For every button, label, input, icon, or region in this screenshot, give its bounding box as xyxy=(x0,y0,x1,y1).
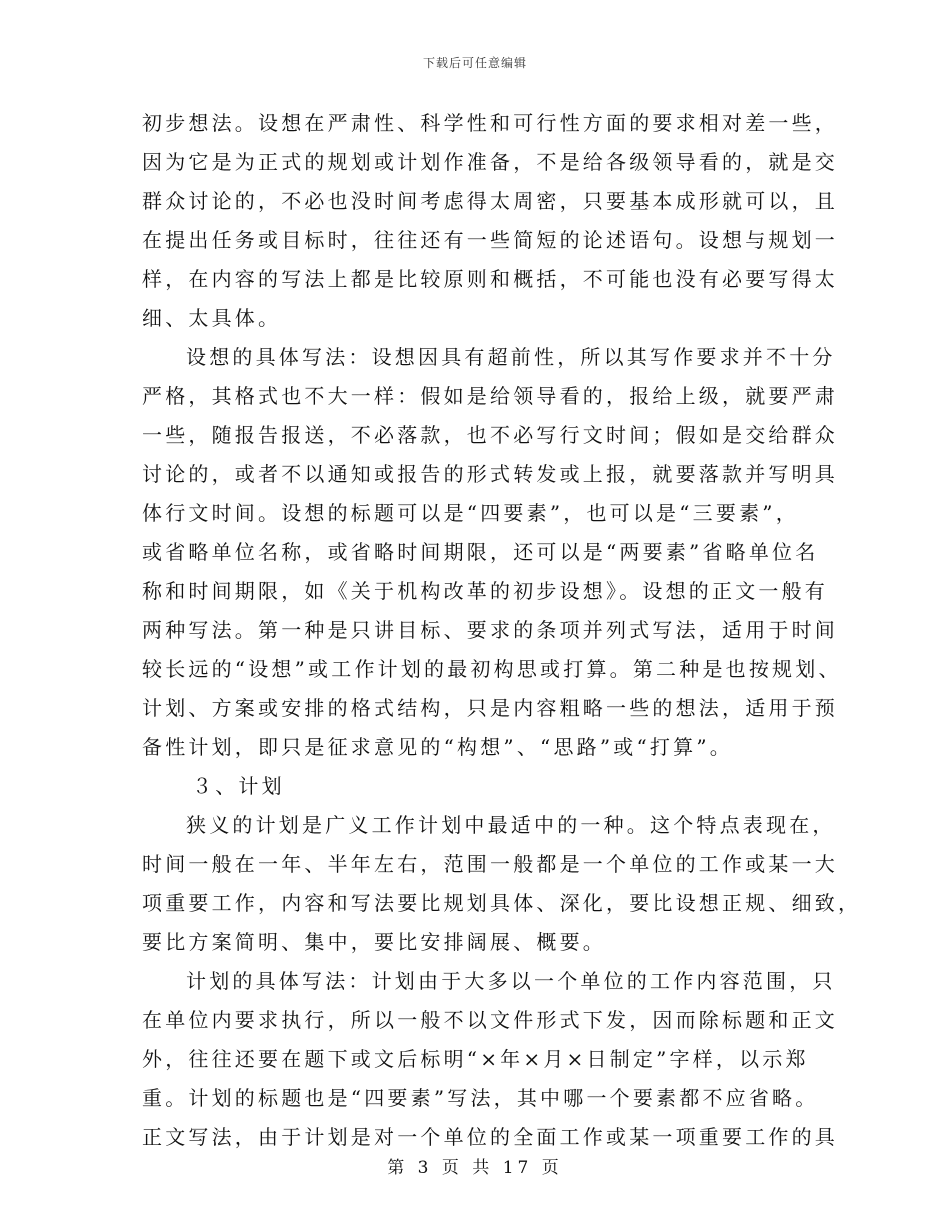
body-line: 体行文时间。设想的标题可以是“四要素”，也可以是“三要素”， xyxy=(142,501,799,525)
body-line: 在提出任务或目标时，往往还有一些简短的论述语句。设想与规划一 xyxy=(142,228,838,252)
body-line: 群众讨论的，不必也没时间考虑得太周密，只要基本成形就可以，且 xyxy=(142,189,838,213)
body-line: 项重要工作，内容和写法要比规划具体、深化，要比设想正规、细致， xyxy=(142,891,862,915)
body-line: 正文写法，由于计划是对一个单位的全面工作或某一项重要工作的具 xyxy=(142,1125,838,1149)
body-line: 计划、方案或安排的格式结构，只是内容粗略一些的想法，适用于预 xyxy=(142,696,838,720)
body-line: 讨论的，或者不以通知或报告的形式转发或上报，就要落款并写明具 xyxy=(142,462,838,486)
body-line: 细、太具体。 xyxy=(142,306,282,330)
body-line: 称和时间期限，如《关于机构改革的初步设想》。设想的正文一般有 xyxy=(142,579,828,603)
body-line: 样，在内容的写法上都是比较原则和概括，不可能也没有必要写得太 xyxy=(142,267,838,291)
body-line: 备性计划，即只是征求意见的“构想”、“思路”或“打算”。 xyxy=(142,735,733,759)
page-number-footer: 第 3 页 共 17 页 xyxy=(387,1158,563,1178)
body-line: 初步想法。设想在严肃性、科学性和可行性方面的要求相对差一些， xyxy=(142,111,838,135)
body-line: 较长远的“设想”或工作计划的最初构思或打算。第二种是也按规划、 xyxy=(142,657,842,681)
document-body xyxy=(142,104,862,1157)
body-line: 一些，随报告报送，不必落款，也不必写行文时间；假如是交给群众 xyxy=(142,423,838,447)
paragraph-start-line: 设想的具体写法：设想因具有超前性，所以其写作要求并不十分 xyxy=(186,345,836,369)
section-heading: ３、计划 xyxy=(192,774,285,798)
body-line: 时间一般在一年、半年左右，范围一般都是一个单位的工作或某一大 xyxy=(142,852,838,876)
body-line: 或省略单位名称，或省略时间期限，还可以是“两要素”省略单位名 xyxy=(142,540,819,564)
body-line: 因为它是为正式的规划或计划作准备，不是给各级领导看的，就是交 xyxy=(142,150,838,174)
body-line: 在单位内要求执行，所以一般不以文件形式下发，因而除标题和正文 xyxy=(142,1008,838,1032)
body-line: 重。计划的标题也是“四要素”写法，其中哪一个要素都不应省略。 xyxy=(142,1086,819,1110)
paragraph-start-line: 计划的具体写法：计划由于大多以一个单位的工作内容范围，只 xyxy=(186,969,836,993)
paragraph-start-line: 狭义的计划是广义工作计划中最适中的一种。这个特点表现在， xyxy=(186,813,836,837)
body-line: 外，往往还要在题下或文后标明“×年×月×日制定”字样，以示郑 xyxy=(142,1047,809,1071)
body-line: 要比方案简明、集中，要比安排阔展、概要。 xyxy=(142,930,606,954)
body-line: 严格，其格式也不大一样：假如是给领导看的，报给上级，就要严肃 xyxy=(142,384,838,408)
body-line: 两种写法。第一种是只讲目标、要求的条项并列式写法，适用于时间 xyxy=(142,618,838,642)
page-header-note: 下载后可任意编辑 xyxy=(422,56,527,70)
